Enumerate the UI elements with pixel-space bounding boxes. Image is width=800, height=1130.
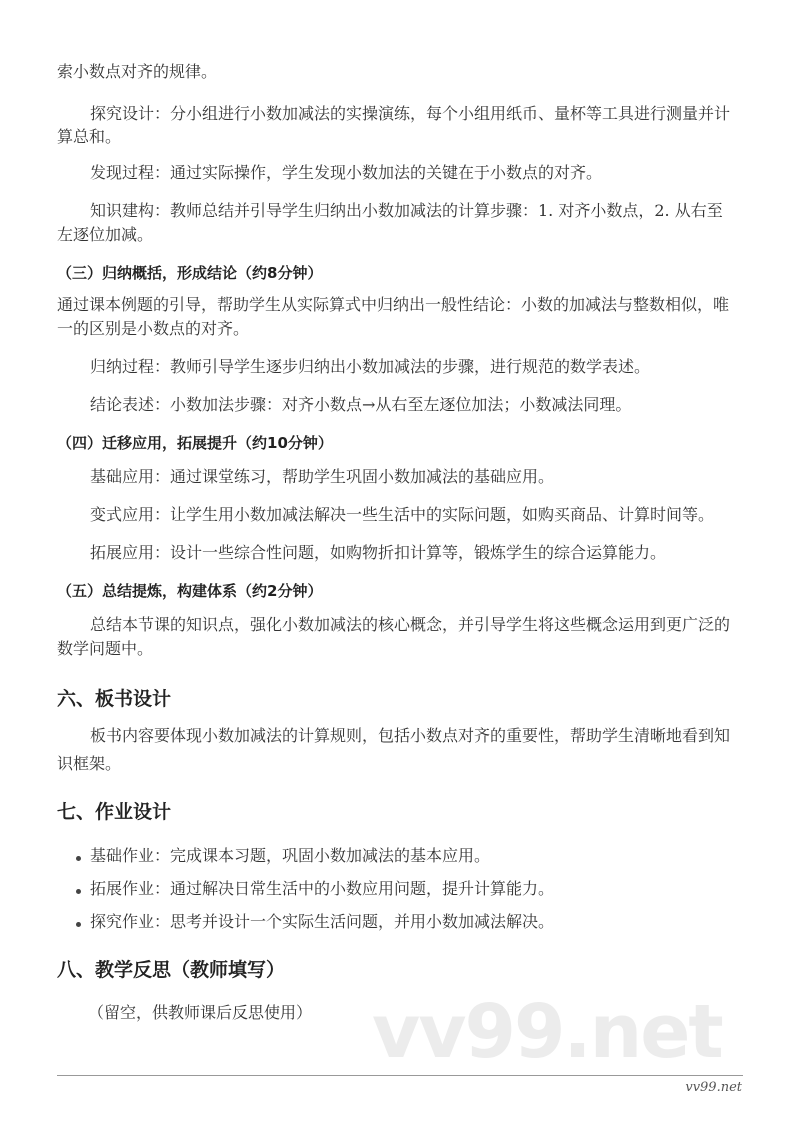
paragraph-line: （留空，供教师课后反思使用）	[88, 1003, 313, 1022]
section-heading: （三）归纳概括，形成结论（约8分钟）	[57, 264, 323, 282]
paragraph-line: 识框架。	[57, 754, 122, 773]
bullet-icon	[76, 889, 81, 894]
bullet-icon	[76, 856, 81, 861]
bullet-icon	[76, 922, 81, 927]
paragraph-line: 基础应用：通过课堂练习，帮助学生巩固小数加减法的基础应用。	[90, 467, 555, 486]
paragraph-line: 板书内容要体现小数加减法的计算规则，包括小数点对齐的重要性，帮助学生清晰地看到知	[90, 726, 731, 745]
paragraph-line: 发现过程：通过实际操作，学生发现小数加法的关键在于小数点的对齐。	[90, 163, 603, 182]
paragraph-line: 通过课本例题的引导，帮助学生从实际算式中归纳出一般性结论：小数的加减法与整数相似，唯	[57, 295, 730, 314]
chapter-heading: 八、教学反思（教师填写）	[57, 959, 286, 981]
paragraph-line: 算总和。	[57, 127, 122, 146]
chapter-heading: 七、作业设计	[57, 801, 172, 823]
list-item: 基础作业：完成课本习题，巩固小数加减法的基本应用。	[90, 846, 491, 865]
paragraph-line: 左逐位加减。	[57, 225, 154, 244]
chapter-heading: 六、板书设计	[57, 688, 172, 710]
paragraph-line: 结论表述：小数加法步骤：对齐小数点→从右至左逐位加法；小数减法同理。	[90, 395, 632, 414]
section-heading: （四）迁移应用，拓展提升（约10分钟）	[57, 434, 333, 452]
footer-site: vv99.net	[685, 1080, 742, 1095]
footer-divider	[57, 1075, 743, 1076]
paragraph-line: 总结本节课的知识点，强化小数加减法的核心概念，并引导学生将这些概念运用到更广泛的	[90, 615, 731, 634]
paragraph-line: 归纳过程：教师引导学生逐步归纳出小数加减法的步骤，进行规范的数学表述。	[90, 357, 651, 376]
paragraph-line: 变式应用：让学生用小数加减法解决一些生活中的实际问题，如购买商品、计算时间等。	[90, 505, 715, 524]
watermark: vv99.net	[372, 989, 722, 1075]
paragraph-line: 数学问题中。	[57, 639, 154, 658]
paragraph-line: 一的区别是小数点的对齐。	[57, 319, 250, 338]
list-item: 拓展作业：通过解决日常生活中的小数应用问题，提升计算能力。	[90, 879, 555, 898]
paragraph-line: 探究设计：分小组进行小数加减法的实操演练，每个小组用纸币、量杯等工具进行测量并计	[90, 104, 731, 123]
section-heading: （五）总结提炼，构建体系（约2分钟）	[57, 582, 323, 600]
paragraph-line: 知识建构：教师总结并引导学生归纳出小数加减法的计算步骤：1. 对齐小数点，2. 从右至	[90, 201, 723, 220]
paragraph-line: 索小数点对齐的规律。	[57, 62, 218, 81]
paragraph-line: 拓展应用：设计一些综合性问题，如购物折扣计算等，锻炼学生的综合运算能力。	[90, 543, 667, 562]
list-item: 探究作业：思考并设计一个实际生活问题，并用小数加减法解决。	[90, 912, 555, 931]
